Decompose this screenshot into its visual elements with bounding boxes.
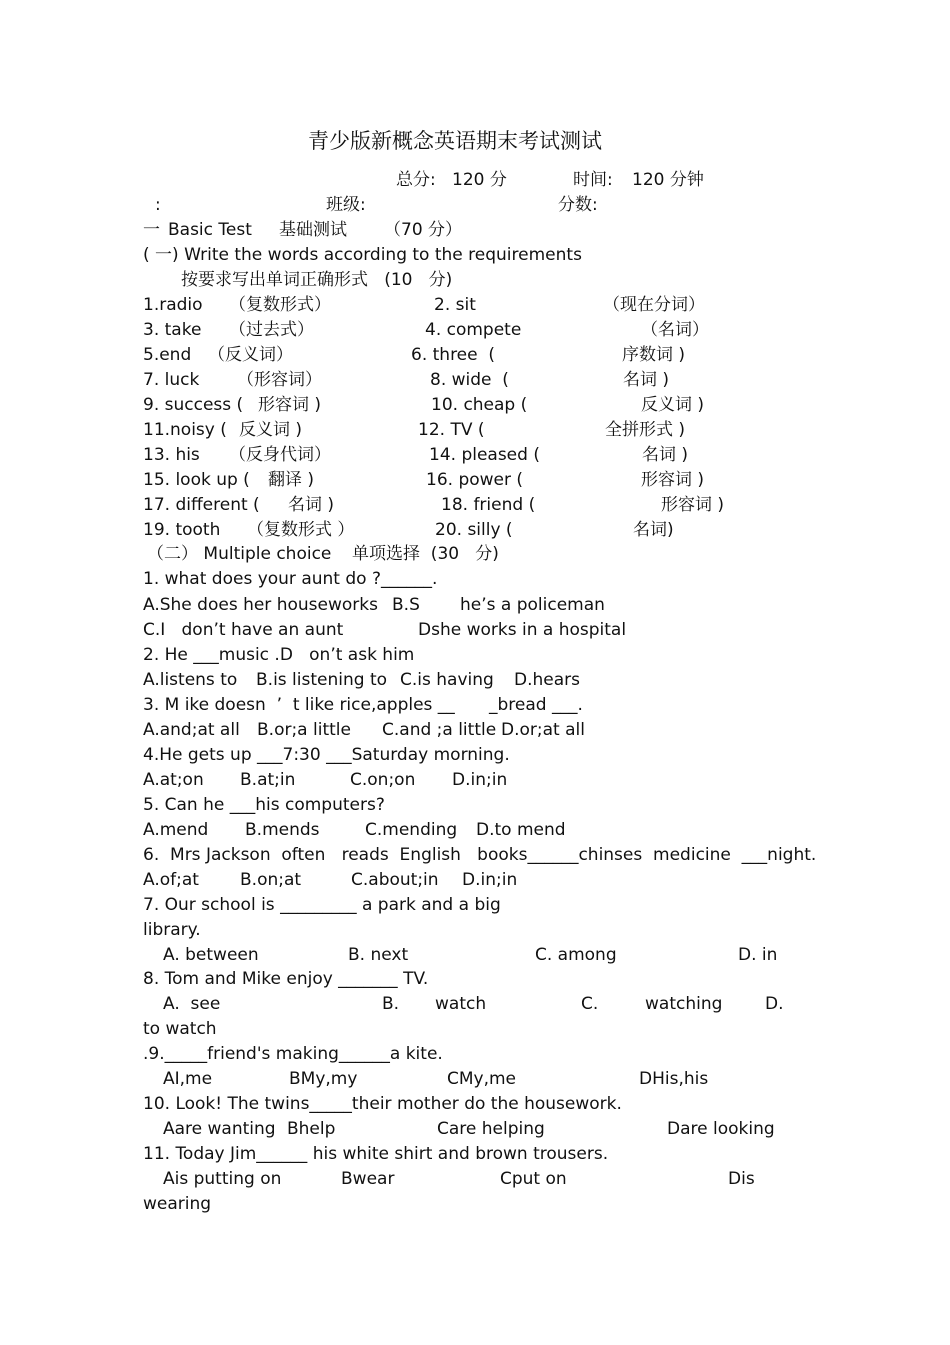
- question-7: 7. Our school is _________ a park and a big: [143, 895, 501, 915]
- q1-option-c: C.I don’t have an aunt: [143, 620, 344, 640]
- q1-option-a: A.She does her houseworks: [143, 595, 378, 615]
- word-item: 12. TV (: [418, 420, 485, 440]
- question-2: 2. He ___music .D on’t ask him: [143, 645, 415, 665]
- q10-option-d: Dare looking: [667, 1119, 775, 1139]
- word-hint: 形容词 ): [258, 395, 322, 415]
- word-hint: （过去式）: [229, 320, 314, 340]
- q10-option-c: Care helping: [437, 1119, 545, 1139]
- q7-option-c: C. among: [535, 945, 617, 965]
- q5-option-a: A.mend: [143, 820, 209, 840]
- q4-option-b: B.at;in: [240, 770, 296, 790]
- part2-title-zh: 单项选择 (30 分): [352, 544, 499, 564]
- time-value: 120 分钟: [632, 170, 704, 190]
- q3-option-b: B.or;a little: [257, 720, 351, 740]
- q2-option-d: D.hears: [514, 670, 580, 690]
- q10-option-b: Bhelp: [287, 1119, 336, 1139]
- word-hint: 形容词 ): [641, 470, 705, 490]
- q9-option-c: CMy,me: [447, 1069, 517, 1089]
- word-hint: 翻译 ): [268, 470, 315, 490]
- word-item: 10. cheap (: [431, 395, 528, 415]
- q7-option-a: A. between: [163, 945, 259, 965]
- q7-option-b: B. next: [348, 945, 409, 965]
- q3-option-a: A.and;at all: [143, 720, 240, 740]
- name-colon: :: [155, 195, 161, 215]
- total-label: 总分:: [396, 170, 436, 190]
- word-item: 3. take: [143, 320, 202, 340]
- q5-option-c: C.mending: [365, 820, 458, 840]
- q8-option-c-letter: C.: [581, 994, 599, 1014]
- word-hint: 序数词 ): [622, 345, 686, 365]
- word-item: 14. pleased (: [429, 445, 540, 465]
- word-item: 16. power (: [426, 470, 524, 490]
- question-8: 8. Tom and Mike enjoy _______ TV.: [143, 969, 429, 989]
- word-item: 9. success (: [143, 395, 244, 415]
- q10-option-a: Aare wanting: [163, 1119, 276, 1139]
- q1-option-b: B.S: [392, 595, 420, 615]
- question-3: 3. M ike doesn ’ t like rice,apples __: [143, 695, 455, 715]
- word-item: 7. luck: [143, 370, 200, 390]
- q3-option-c: C.and ;a little: [382, 720, 497, 740]
- word-hint: 反义词 ): [641, 395, 705, 415]
- word-item: 18. friend (: [441, 495, 536, 515]
- q11-option-c: Cput on: [500, 1169, 567, 1189]
- word-hint: 名词 ): [288, 495, 335, 515]
- q8-option-a: A. see: [163, 994, 221, 1014]
- q8-option-d-letter: D.: [765, 994, 784, 1014]
- q11-option-d: Dis: [728, 1169, 755, 1189]
- q1-option-b-text: he’s a policeman: [460, 595, 605, 615]
- q3-option-d: D.or;at all: [501, 720, 585, 740]
- word-hint: 名词 ): [642, 445, 689, 465]
- word-hint: 全拼形式 ): [605, 420, 686, 440]
- section1-points: （70 分）: [384, 220, 463, 240]
- word-hint: （反身代词）: [229, 445, 331, 465]
- word-hint: （名词）: [641, 320, 709, 340]
- q9-option-b: BMy,my: [289, 1069, 358, 1089]
- word-hint: （现在分词）: [603, 295, 705, 315]
- question-5: 5. Can he ___his computers?: [143, 795, 385, 815]
- q4-option-d: D.in;in: [452, 770, 508, 790]
- section1-num: 一: [143, 220, 160, 240]
- word-hint: （复数形式）: [229, 295, 331, 315]
- q2-option-a: A.listens to: [143, 670, 238, 690]
- word-item: 17. different (: [143, 495, 260, 515]
- score-label: 分数:: [558, 195, 598, 215]
- q8-option-d-text: to watch: [143, 1019, 217, 1039]
- part2-title: （二） Multiple choice: [147, 544, 332, 564]
- word-hint: （反义词）: [208, 345, 293, 365]
- q2-option-b: B.is listening to: [256, 670, 388, 690]
- section1-zh: 基础测试: [279, 220, 347, 240]
- word-item: 1.radio: [143, 295, 203, 315]
- q5-option-d: D.to mend: [476, 820, 566, 840]
- question-4: 4.He gets up ___7:30 ___Saturday morning.: [143, 745, 510, 765]
- q8-option-b-text: watch: [435, 994, 487, 1014]
- q11-option-d-cont: wearing: [143, 1194, 212, 1214]
- word-hint: 反义词 ): [239, 420, 303, 440]
- question-9: .9._____friend's making______a kite.: [143, 1044, 443, 1064]
- word-item: 20. silly (: [435, 520, 513, 540]
- q8-option-b-letter: B.: [382, 994, 400, 1014]
- word-item: 4. compete: [425, 320, 522, 340]
- section1-en: Basic Test: [168, 220, 252, 240]
- class-label: 班级:: [326, 195, 366, 215]
- question-11: 11. Today Jim______ his white shirt and brown trousers.: [143, 1144, 609, 1164]
- question-10: 10. Look! The twins_____their mother do the housework.: [143, 1094, 622, 1114]
- part1-subtitle: 按要求写出单词正确形式 (10 分): [181, 270, 453, 290]
- q4-option-a: A.at;on: [143, 770, 204, 790]
- word-item: 8. wide (: [430, 370, 509, 390]
- word-item: 19. tooth: [143, 520, 221, 540]
- q9-option-d: DHis,his: [639, 1069, 709, 1089]
- question-3-cont: _bread ___.: [489, 695, 583, 715]
- q7-option-d: D. in: [738, 945, 778, 965]
- q9-option-a: AI,me: [163, 1069, 213, 1089]
- q1-option-d: Dshe works in a hospital: [418, 620, 627, 640]
- word-hint: （形容词）: [237, 370, 322, 390]
- word-item: 13. his: [143, 445, 200, 465]
- question-7-cont: library.: [143, 920, 201, 940]
- q5-option-b: B.mends: [245, 820, 320, 840]
- question-6: 6. Mrs Jackson often reads English books______chinses medicine ___night.: [143, 845, 817, 865]
- total-value: 120 分: [452, 170, 507, 190]
- word-hint: 名词): [633, 520, 674, 540]
- word-hint: 名词 ): [623, 370, 670, 390]
- word-hint: 形容词 ): [661, 495, 725, 515]
- q6-option-a: A.of;at: [143, 870, 199, 890]
- word-item: 6. three (: [411, 345, 496, 365]
- word-hint: （复数形式 ）: [247, 520, 355, 540]
- word-item: 5.end: [143, 345, 192, 365]
- q6-option-b: B.on;at: [240, 870, 302, 890]
- word-item: 15. look up (: [143, 470, 250, 490]
- page-title: 青少版新概念英语期末考试测试: [308, 129, 602, 153]
- word-item: 11.noisy (: [143, 420, 227, 440]
- part1-title: ( 一) Write the words according to the requirements: [143, 245, 582, 265]
- q4-option-c: C.on;on: [350, 770, 416, 790]
- q6-option-d: D.in;in: [462, 870, 518, 890]
- q8-option-c-text: watching: [645, 994, 723, 1014]
- question-1: 1. what does your aunt do ?______.: [143, 569, 438, 589]
- q6-option-c: C.about;in: [351, 870, 439, 890]
- word-item: 2. sit: [434, 295, 476, 315]
- q11-option-a: Ais putting on: [163, 1169, 282, 1189]
- q11-option-b: Bwear: [341, 1169, 395, 1189]
- q2-option-c: C.is having: [400, 670, 494, 690]
- time-label: 时间:: [573, 170, 613, 190]
